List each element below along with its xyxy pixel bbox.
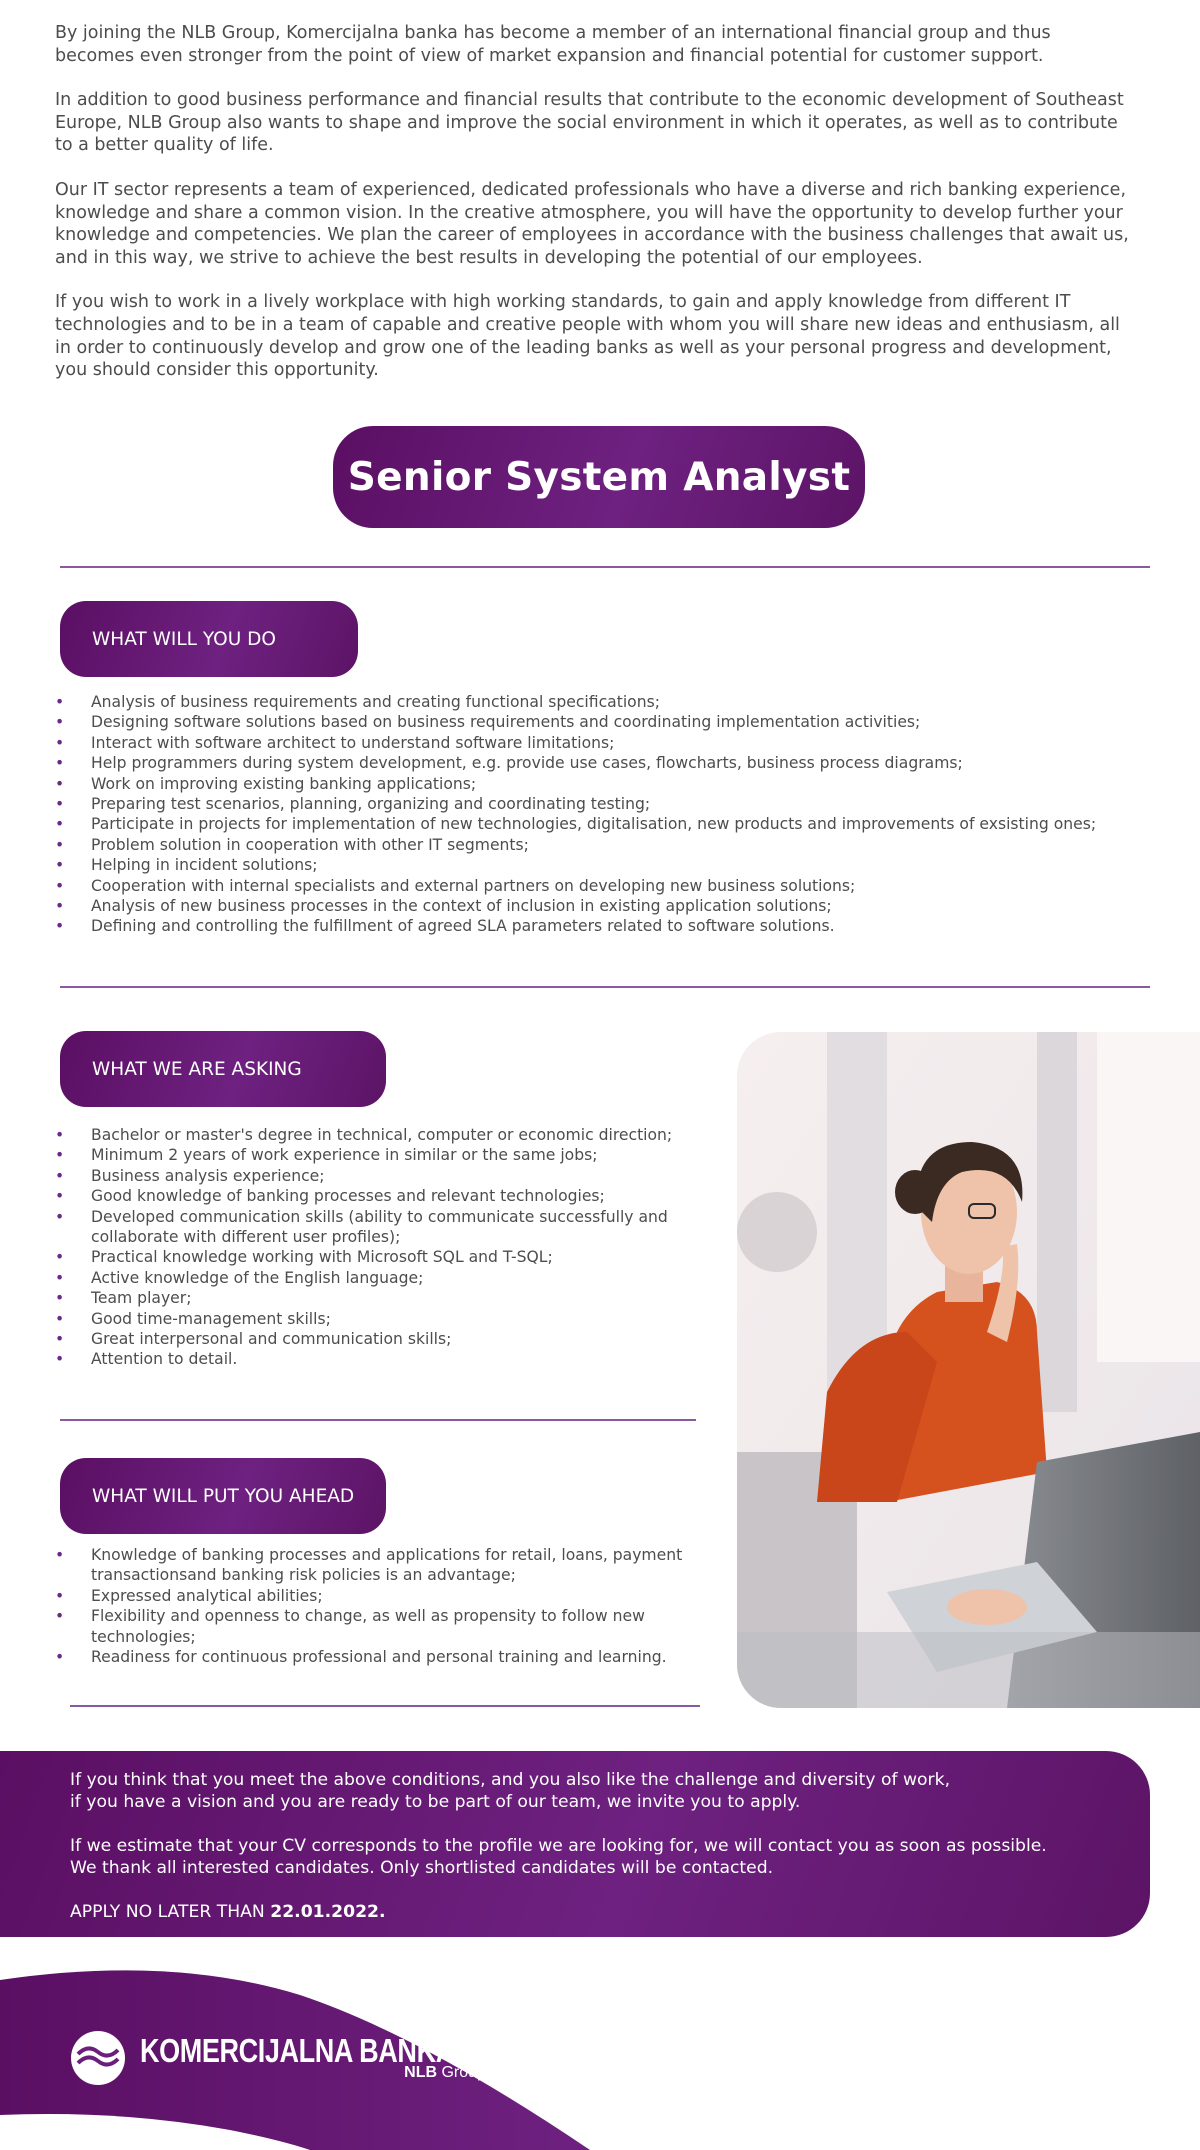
- bank-logo-group-rest: Group: [437, 2064, 486, 2081]
- list-item: • Practical knowledge working with Microsoft SQL and T-SQL;: [55, 1247, 695, 1267]
- list-item: • Participate in projects for implementation of new technologies, digitalisation, new products and improvements of exsisting ones;: [55, 814, 1175, 834]
- intro-paragraph-1: By joining the NLB Group, Komercijalna banka has become a member of an international financial group and thus becomes even stronger from the point of view of market expansion and financial potential for customer support.: [55, 23, 1051, 66]
- list-item: • Great interpersonal and communication skills;: [55, 1329, 695, 1349]
- list-item: • Cooperation with internal specialists and external partners on developing new business solutions;: [55, 876, 1175, 896]
- divider-3: [60, 1419, 696, 1421]
- bank-logo-text: [140, 2034, 524, 2082]
- apply-invitation: [70, 1769, 1150, 1813]
- bank-logo: [70, 2030, 524, 2086]
- list-item: • Defining and controlling the fulfillment of agreed SLA parameters related to software solutions.: [55, 916, 1175, 936]
- list-item: • Preparing test scenarios, planning, organizing and coordinating testing;: [55, 794, 1175, 814]
- advantages-list: [55, 1545, 695, 1667]
- intro-paragraph-3: Our IT sector represents a team of experienced, dedicated professionals who have a diverse and rich banking experience, knowledge and share a common vision. In the creative atmosphere, you will have the opportunity to develop further your knowledge and competencies. We plan the career of employees in accordance with the business challenges that await us, and in this way, we strive to achieve the best results in developing the potential of our employees.: [55, 179, 1129, 268]
- intro-paragraph-2: In addition to good business performance and financial results that contribute to the economic development of Southeast Europe, NLB Group also wants to shape and improve the social environment in which it operates, as well as to contribute to a better quality of life.: [55, 90, 1124, 156]
- list-item: • Knowledge of banking processes and applications for retail, loans, payment transactionsand banking risk policies is an advantage;: [55, 1545, 695, 1586]
- list-item: • Expressed analytical abilities;: [55, 1586, 695, 1606]
- list-item: • Good knowledge of banking processes and relevant technologies;: [55, 1186, 695, 1206]
- intro-text: [55, 22, 1135, 404]
- intro-paragraph-4: If you wish to work in a lively workplace with high working standards, to gain and apply knowledge from different IT technologies and to be in a team of capable and creative people with whom you will share new ideas and enthusiasm, all in order to continuously develop and grow one of the leading banks as well as your personal progress and development, you should consider this opportunity.: [55, 292, 1120, 381]
- apply-deadline-label: APPLY NO LATER THAN: [70, 1902, 265, 1922]
- list-item: • Designing software solutions based on business requirements and coordinating implementation activities;: [55, 712, 1175, 732]
- list-item: • Team player;: [55, 1288, 695, 1308]
- list-item: • Work on improving existing banking applications;: [55, 774, 1175, 794]
- list-item: • Attention to detail.: [55, 1349, 695, 1369]
- list-item: • Business analysis experience;: [55, 1166, 695, 1186]
- contact-notice-line-2: We thank all interested candidates. Only shortlisted candidates will be contacted.: [70, 1858, 774, 1878]
- responsibilities-list: [55, 692, 1175, 937]
- divider-2: [60, 986, 1150, 988]
- photo-illustration: [737, 1032, 1200, 1708]
- requirements-list: [55, 1125, 695, 1370]
- bank-logo-name: KOMERCIJALNA BANKA: [140, 2032, 455, 2069]
- list-item: • Problem solution in cooperation with other IT segments;: [55, 835, 1175, 855]
- list-item: • Readiness for continuous professional and personal training and learning.: [55, 1647, 695, 1667]
- contact-notice: [70, 1835, 1150, 1879]
- list-item: • Flexibility and openness to change, as well as propensity to follow new technologies;: [55, 1606, 695, 1647]
- list-item: • Helping in incident solutions;: [55, 855, 1175, 875]
- divider-4: [70, 1705, 700, 1707]
- section-header-what-will-you-do: WHAT WILL YOU DO: [60, 601, 358, 677]
- list-item: • Minimum 2 years of work experience in similar or the same jobs;: [55, 1145, 695, 1165]
- apply-deadline-date: 22.01.2022.: [270, 1902, 386, 1922]
- list-item: • Interact with software architect to understand software limitations;: [55, 733, 1175, 753]
- list-item: • Bachelor or master's degree in technical, computer or economic direction;: [55, 1125, 695, 1145]
- job-title-banner: Senior System Analyst: [333, 426, 865, 528]
- section-header-what-will-put-you-ahead: WHAT WILL PUT YOU AHEAD: [60, 1458, 386, 1534]
- apply-deadline: [70, 1901, 1150, 1923]
- list-item: • Active knowledge of the English language;: [55, 1268, 695, 1288]
- contact-notice-line-1: If we estimate that your CV corresponds to the profile we are looking for, we will contact you as soon as possible.: [70, 1836, 1047, 1856]
- list-item: • Developed communication skills (ability to communicate successfully and collaborate with different user profiles);: [55, 1207, 695, 1248]
- bank-logo-group-bold: NLB: [404, 2064, 438, 2081]
- list-item: • Help programmers during system development, e.g. provide use cases, flowcharts, business process diagrams;: [55, 753, 1175, 773]
- list-item: • Analysis of business requirements and creating functional specifications;: [55, 692, 1175, 712]
- apply-invitation-line-1: If you think that you meet the above conditions, and you also like the challenge and diversity of work,: [70, 1770, 951, 1790]
- divider-1: [60, 566, 1150, 568]
- application-info-box: [0, 1751, 1150, 1937]
- section-header-what-we-are-asking: WHAT WE ARE ASKING: [60, 1031, 386, 1107]
- list-item: • Good time-management skills;: [55, 1309, 695, 1329]
- list-item: • Analysis of new business processes in the context of inclusion in existing application solutions;: [55, 896, 1175, 916]
- bank-logo-icon: [70, 2030, 126, 2086]
- apply-invitation-line-2: if you have a vision and you are ready to be part of our team, we invite you to apply.: [70, 1792, 801, 1812]
- office-worker-photo: [737, 1032, 1200, 1708]
